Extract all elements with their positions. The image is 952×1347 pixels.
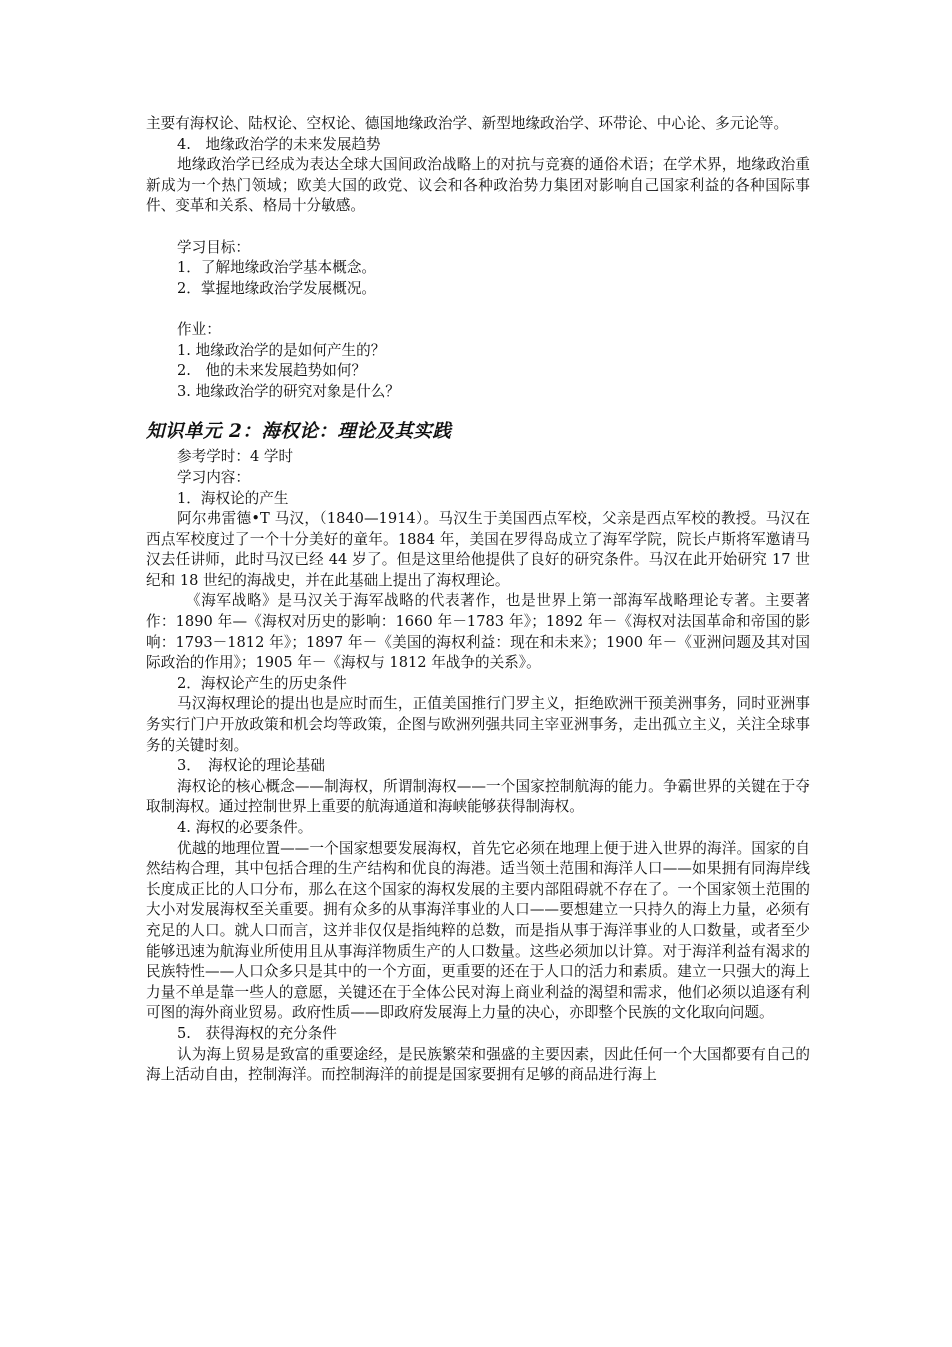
goals-label: 学习目标： (177, 238, 250, 256)
unit-2-section-3-title: 3． 海权论的理论基础 (177, 757, 325, 775)
goal-item: 1．了解地缘政治学基本概念。 (177, 259, 377, 277)
unit-2-section-4-title: 4. 海权的必要条件。 (177, 819, 313, 836)
unit-2-section-1-paragraph-2: 《海军战略》是马汉关于海军战略的代表著作，也是世界上第一部海军战略理论专著。主要著作：1890 年—《海权对历史的影响：1660 年－1783 年》；1892 年－《海权对法国革命和帝国的影响：1793－1812 年》；1897 年－《美国的海权利益：现在和未来》；1900 年－《亚洲问题及其对国际政治的作用》；1905 年－《海权与 1812 年战争的关系》。 (146, 592, 810, 672)
unit-2-section-1-paragraph: 阿尔弗雷德•T 马汉，（1840—1914）。马汉生于美国西点军校，父亲是西点军校的教授。马汉在西点军校度过了一个十分美好的童年。1884 年，美国在罗得岛成立了海军学院，院长卢斯将军邀请马汉去任讲师，此时马汉已经 44 岁了。但是这里给他提供了良好的研究条件。马汉在此开始研究 17 世纪和 18 世纪的海战史，并在此基础上提出了海权理论。 (146, 510, 810, 589)
unit-2-section-5-title: 5. 获得海权的充分条件 (177, 1024, 337, 1042)
section-4-title: 4. 地缘政治学的未来发展趋势 (177, 135, 381, 153)
homework-label: 作业： (177, 320, 221, 338)
homework-item: 2. 他的未来发展趋势如何？ (177, 362, 367, 380)
unit-2-section-2-title: 2．海权论产生的历史条件 (177, 674, 347, 692)
unit-2-section-2-paragraph: 马汉海权理论的提出也是应时而生，正值美国推行门罗主义，拒绝欧洲干预美洲事务，同时亚洲事务实行门户开放政策和机会均等政策，企图与欧洲列强共同主宰亚洲事务，走出孤立主义，关注全球事务的关键时刻。 (146, 695, 810, 754)
unit-2-hours: 参考学时：4 学时 (177, 448, 294, 466)
unit-2-content-label: 学习内容： (177, 468, 250, 486)
goal-item: 2．掌握地缘政治学发展概况。 (177, 279, 377, 297)
unit-2-section-3-paragraph: 海权论的核心概念——制海权，所谓制海权——一个国家控制航海的能力。争霸世界的关键在于夺取制海权。通过控制世界上重要的航海通道和海峡能够获得制海权。 (146, 777, 810, 816)
unit-2-section-4-paragraph: 优越的地理位置——一个国家想要发展海权，首先它必须在地理上便于进入世界的海洋。国家的自然结构合理，其中包括合理的生产结构和优良的海港。适当领土范围和海洋人口——如果拥有同海岸线长度成正比的人口分布，那么在这个国家的海权发展的主要内部阻碍就不存在了。一个国家领土范围的大小对发展海权至关重要。拥有众多的从事海洋事业的人口——要想建立一只持久的海上力量，必须有充足的人口。就人口而言，这并非仅仅是指纯粹的总数，而是指从事于海洋事业的人口数量，或者至少能够迅速为航海业所使用且从事海洋物质生产的人口数量。这些必须加以计算。对于海洋利益有渴求的民族特性——人口众多只是其中的一个方面，更重要的还在于人口的活力和素质。建立一只强大的海上力量不单是靠一些人的意愿，关键还在于全体公民对海上商业利益的渴望和需求，他们必须以追逐有利可图的海外商业贸易。政府性质——即政府发展海上力量的决心，亦即整个民族的文化取向问题。 (146, 839, 810, 1022)
intro-paragraph: 主要有海权论、陆权论、空权论、德国地缘政治学、新型地缘政治学、环带论、中心论、多元论等。 (146, 115, 789, 132)
spacer (146, 217, 810, 238)
section-4-paragraph: 地缘政治学已经成为表达全球大国间政治战略上的对抗与竞赛的通俗术语；在学术界，地缘政治重新成为一个热门领域；欧美大国的政党、议会和各种政治势力集团对影响自己国家利益的各种国际事件、变革和关系、格局十分敏感。 (146, 156, 810, 215)
document-page (146, 114, 810, 1086)
homework-item: 3. 地缘政治学的研究对象是什么？ (177, 382, 400, 400)
unit-2-heading: 知识单元 2：海权论：理论及其实践 (146, 421, 452, 443)
spacer (146, 299, 810, 320)
unit-2-section-1-title: 1．海权论的产生 (177, 489, 289, 507)
unit-2-section-5-paragraph: 认为海上贸易是致富的重要途经，是民族繁荣和强盛的主要因素，因此任何一个大国都要有自己的海上活动自由，控制海洋。而控制海洋的前提是国家要拥有足够的商品进行海上 (146, 1045, 810, 1084)
homework-item: 1. 地缘政治学的是如何产生的？ (177, 341, 386, 359)
